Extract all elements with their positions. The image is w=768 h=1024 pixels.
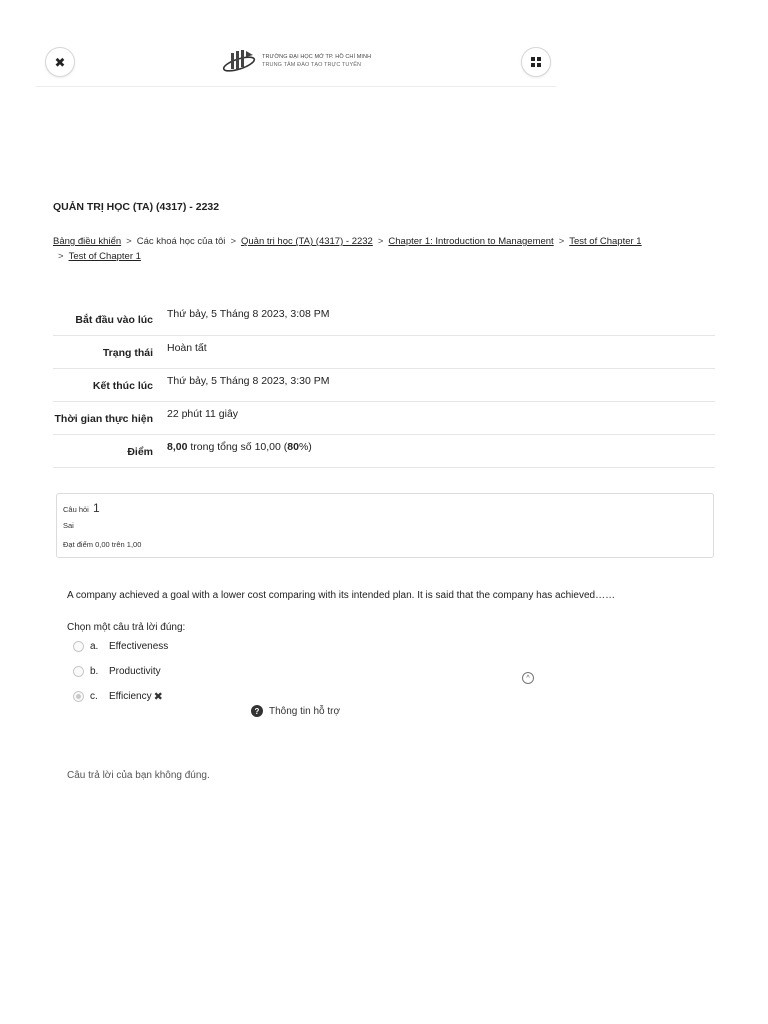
summary-value: Thứ bảy, 5 Tháng 8 2023, 3:30 PM [167,375,330,387]
breadcrumb-separator: > [377,236,384,247]
grade-percent: 80 [287,441,299,453]
grid-icon [531,57,541,67]
summary-value: 22 phút 11 giây [167,408,239,420]
breadcrumb-test[interactable]: Test of Chapter 1 [569,236,642,247]
question-state: Sai [63,521,74,530]
header-bar [36,38,556,87]
question-circle-icon: ? [251,705,263,717]
grade-score: 8,00 [167,441,188,453]
summary-row-completed [53,369,715,402]
help-label: Thông tin hỗ trợ [269,705,341,717]
question-info-box [56,493,714,558]
summary-row-duration [53,402,715,435]
university-logo[interactable] [222,49,371,73]
breadcrumb-separator: > [230,236,236,247]
summary-row-started [53,303,715,336]
option-text: Efficiency [109,691,152,702]
question-grade: Đạt điểm 0,00 trên 1,00 [63,540,142,549]
course-title: QUẢN TRỊ HỌC (TA) (4317) - 2232 [53,201,220,213]
breadcrumb-separator: > [558,236,565,247]
attempt-summary-table [53,303,715,468]
logo-line-1: TRƯỜNG ĐẠI HỌC MỞ TP. HỒ CHÍ MINH [262,54,372,60]
breadcrumb [53,234,693,264]
close-button[interactable] [45,47,75,77]
summary-label: Trạng thái [102,347,153,359]
summary-label: Bắt đầu vào lúc [75,314,153,326]
question-label: Câu hỏi [63,505,89,514]
option-letter: b. [90,666,99,677]
apps-menu-button[interactable] [521,47,551,77]
breadcrumb-separator: > [58,251,64,262]
grade-end: %) [298,441,312,453]
breadcrumb-test-current[interactable]: Test of Chapter 1 [68,251,141,262]
help-info-link[interactable] [251,705,340,717]
close-icon: ✖ [54,54,66,70]
summary-value: Thứ bảy, 5 Tháng 8 2023, 3:08 PM [167,308,330,320]
logo-line-2: TRUNG TÂM ĐÀO TẠO TRỰC TUYẾN [262,62,362,68]
logo-icon [222,49,256,73]
breadcrumb-course[interactable]: Quản trị học (TA) (4317) - 2232 [241,236,373,247]
radio-button-selected[interactable] [73,691,84,702]
answer-feedback: Câu trả lời của bạn không đúng. [67,770,210,781]
radio-button[interactable] [73,666,84,677]
question-text: A company achieved a goal with a lower cost comparing with its intended plan. It is said that the company has achieved…… [67,590,616,601]
answer-option-a[interactable] [73,641,168,652]
breadcrumb-chapter[interactable]: Chapter 1: Introduction to Management [388,236,554,247]
summary-label: Thời gian thực hiện [54,413,153,425]
summary-value [160,435,715,468]
chevron-up-icon: ^ [526,674,530,682]
summary-label: Điểm [127,446,153,458]
radio-button[interactable] [73,641,84,652]
incorrect-icon: ✖ [153,691,163,703]
option-letter: c. [90,691,98,702]
option-text: Productivity [109,666,161,677]
option-text: Effectiveness [109,641,169,652]
answer-prompt: Chọn một câu trả lời đúng: [67,622,186,633]
breadcrumb-my-courses: Các khoá học của tôi [136,236,226,247]
summary-label: Kết thúc lúc [92,380,153,392]
scroll-to-top-button[interactable] [522,672,534,684]
summary-row-state [53,336,715,369]
breadcrumb-dashboard[interactable]: Bảng điều khiển [53,236,122,247]
answer-option-c[interactable] [73,690,163,703]
summary-value: Hoàn tất [167,342,207,354]
question-number-value: 1 [92,501,100,515]
summary-row-grade [53,435,715,468]
answer-option-b[interactable] [73,666,161,677]
grade-mid: trong tổng số 10,00 ( [187,441,288,453]
question-number [63,501,100,515]
option-letter: a. [90,641,99,652]
breadcrumb-separator: > [126,236,132,247]
